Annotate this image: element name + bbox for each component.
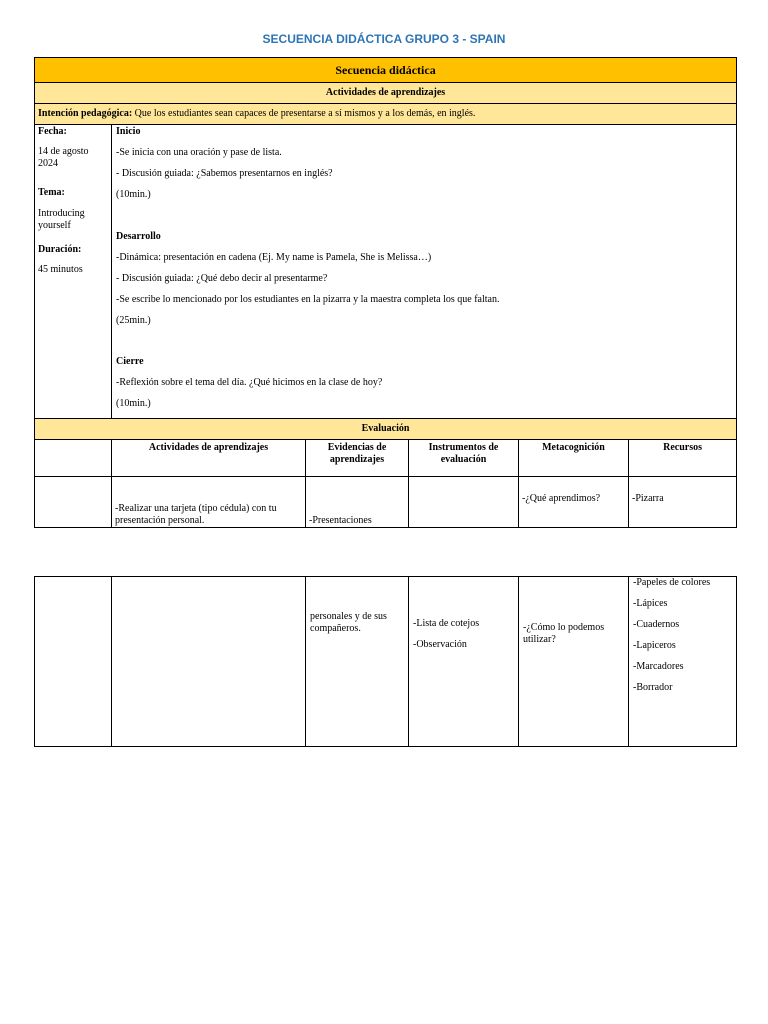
lesson-info-cell bbox=[35, 125, 112, 419]
cierre-line: (10min.) bbox=[116, 398, 151, 409]
eval-header-empty bbox=[35, 440, 112, 477]
eval-resources: -Pizarra bbox=[629, 477, 737, 528]
resource-item: -Papeles de colores bbox=[633, 577, 711, 588]
eval-header-resources: Recursos bbox=[629, 440, 737, 477]
desarrollo-line: (25min.) bbox=[116, 315, 151, 326]
resource-item: -Lápices bbox=[633, 598, 668, 609]
cierre-line: -Reflexión sobre el tema del día. ¿Qué hicimos en la clase de hoy? bbox=[116, 377, 383, 388]
duration-label: Duración: bbox=[38, 244, 82, 255]
desarrollo-line: -Dinámica: presentación en cadena (Ej. My name is Pamela, She is Melissa…) bbox=[116, 252, 432, 263]
cierre-heading: Cierre bbox=[116, 356, 144, 367]
cont-evidence: personales y de sus compañeros. bbox=[306, 577, 409, 747]
desarrollo-line: - Discusión guiada: ¿Qué debo decir al presentarme? bbox=[116, 273, 328, 284]
cont-instruments bbox=[409, 577, 519, 747]
eval-cell-empty bbox=[35, 477, 112, 528]
inicio-line: - Discusión guiada: ¿Sabemos presentarnos en inglés? bbox=[116, 168, 333, 179]
instrument-item: -Lista de cotejos bbox=[413, 618, 480, 629]
inicio-heading: Inicio bbox=[116, 126, 141, 137]
lesson-stages-cell bbox=[112, 125, 737, 419]
eval-metacognition: -¿Qué aprendimos? bbox=[519, 477, 629, 528]
topic-value: Introducing yourself bbox=[38, 208, 85, 231]
topic-label: Tema: bbox=[38, 187, 65, 198]
resource-item: -Cuadernos bbox=[633, 619, 680, 630]
instrument-item: -Observación bbox=[413, 639, 467, 650]
cont-metacognition: -¿Cómo lo podemos utilizar? bbox=[519, 577, 629, 747]
cont-activities-empty bbox=[112, 577, 306, 747]
cont-cell-empty bbox=[35, 577, 112, 747]
resource-item: -Marcadores bbox=[633, 661, 684, 672]
date-label: Fecha: bbox=[38, 126, 67, 137]
eval-evidence: -Presentaciones bbox=[306, 477, 409, 528]
eval-header-metacognition: Metacognición bbox=[519, 440, 629, 477]
pedagogical-intention bbox=[35, 104, 737, 125]
cont-resources bbox=[629, 577, 737, 747]
eval-activity: -Realizar una tarjeta (tipo cédula) con tu presentación personal. bbox=[112, 477, 306, 528]
resource-item: -Borrador bbox=[633, 682, 673, 693]
date-value: 14 de agosto 2024 bbox=[38, 146, 89, 169]
document-title: SECUENCIA DIDÁCTICA GRUPO 3 - SPAIN bbox=[262, 32, 506, 46]
inicio-line: -Se inicia con una oración y pase de lista. bbox=[116, 147, 282, 158]
inicio-line: (10min.) bbox=[116, 189, 151, 200]
desarrollo-heading: Desarrollo bbox=[116, 231, 161, 242]
intention-label: Intención pedagógica: bbox=[38, 108, 133, 119]
sequence-table bbox=[34, 57, 737, 528]
evaluation-title: Evaluación bbox=[35, 419, 737, 440]
duration-value: 45 minutos bbox=[38, 264, 83, 275]
eval-header-instruments: Instrumentos de evaluación bbox=[409, 440, 519, 477]
activities-header: Actividades de aprendizajes bbox=[35, 83, 737, 104]
eval-header-activities: Actividades de aprendizajes bbox=[112, 440, 306, 477]
eval-header-evidence: Evidencias de aprendizajes bbox=[306, 440, 409, 477]
resource-item: -Lapiceros bbox=[633, 640, 676, 651]
evaluation-continuation-table bbox=[34, 576, 737, 747]
eval-instruments bbox=[409, 477, 519, 528]
intention-text: Que los estudiantes sean capaces de presentarse a sí mismos y a los demás, en inglés. bbox=[134, 108, 476, 119]
desarrollo-line: -Se escribe lo mencionado por los estudiantes en la pizarra y la maestra completa los que faltan. bbox=[116, 294, 500, 305]
sequence-title: Secuencia didáctica bbox=[35, 58, 737, 83]
